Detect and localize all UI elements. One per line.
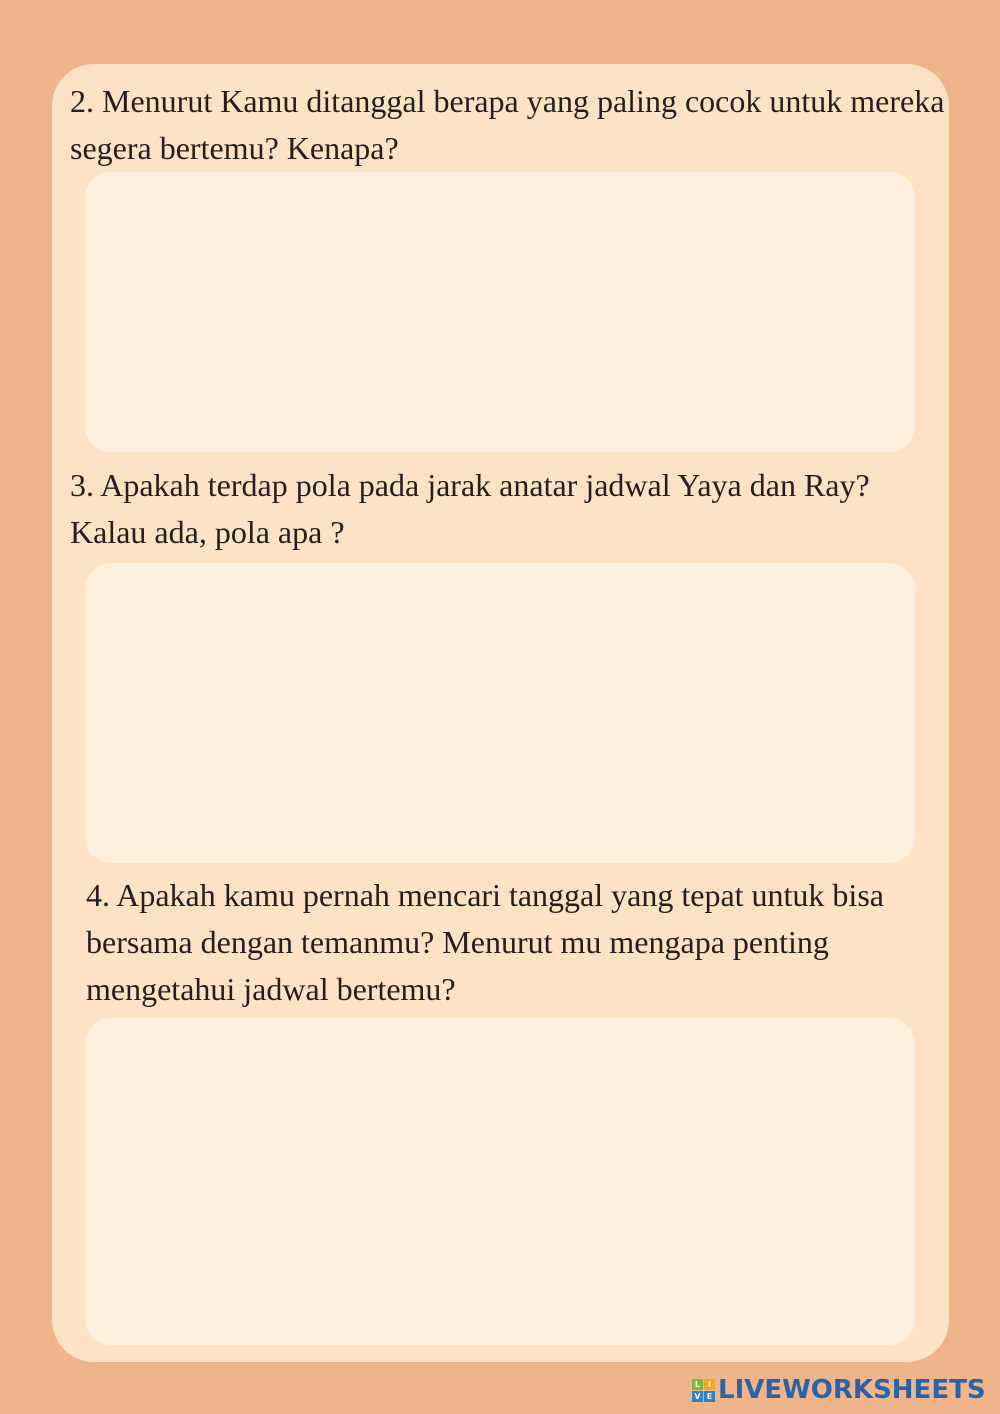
question-4-text: 4. Apakah kamu pernah mencari tanggal yang tepat untuk bisa bersama dengan temanmu? Menurut mu mengapa penting mengetahui jadwal bertemu?: [86, 877, 884, 1007]
question-2-text: 2. Menurut Kamu ditanggal berapa yang paling cocok untuk mereka segera bertemu? Kenapa?: [70, 83, 945, 166]
logo-letter-e: E: [704, 1391, 715, 1402]
logo-letter-i: I: [704, 1379, 715, 1390]
brand-name: LIVEWORKSHEETS: [718, 1375, 986, 1405]
liveworksheets-logo-icon: [692, 1379, 715, 1402]
answer-4-field[interactable]: [85, 1018, 915, 1345]
answer-3-field[interactable]: [85, 563, 915, 863]
worksheet-card: [52, 64, 949, 1362]
logo-letter-v: V: [692, 1391, 703, 1402]
answer-2-field[interactable]: [85, 172, 915, 452]
liveworksheets-brand: [692, 1376, 986, 1404]
logo-letter-l: L: [692, 1379, 703, 1390]
question-3-text: 3. Apakah terdap pola pada jarak anatar jadwal Yaya dan Ray? Kalau ada, pola apa ?: [70, 467, 870, 550]
